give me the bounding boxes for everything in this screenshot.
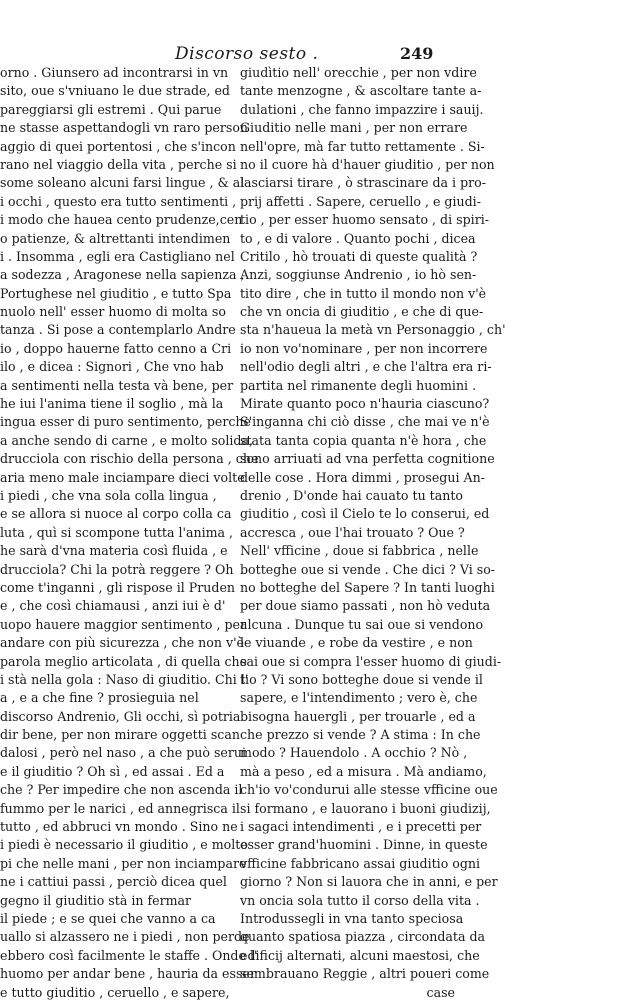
text-line: rano nel viaggio della vita , perche si — [0, 156, 237, 172]
text-line: accresca , oue l'hai trouato ? Oue ? — [240, 524, 465, 540]
text-line: partita nel rimanente degli huomini . — [240, 377, 477, 393]
text-line: bisogna hauergli , per trouarle , ed a — [240, 708, 476, 724]
text-line: giorno ? Non si lauora che in anni, e per — [240, 874, 498, 890]
text-line: pareggiarsi gli estremi . Qui parue — [0, 101, 222, 117]
text-line: dir bene, per non mirare oggetti scan — [0, 727, 240, 743]
text-line: edificij alternati, alcuni maestosi, che — [240, 947, 480, 963]
text-line: quanto spatiosa piazza , circondata da — [240, 929, 486, 945]
text-line: dulationi , che fanno impazzire i sauij. — [240, 101, 484, 117]
text-line: io , doppo hauerne fatto cenno a Cri — [0, 340, 232, 356]
text-line: vn oncia sola tutto il corso della vita . — [240, 892, 480, 908]
page-number: 249 — [400, 44, 434, 63]
text-line: aggio di quei portentosi , che s'incon — [0, 138, 236, 154]
text-line: ingua esser di puro sentimento, perche — [0, 414, 251, 430]
right-text-column — [240, 64, 506, 1002]
text-line: stata tanta copia quanta n'è hora , che — [240, 432, 487, 448]
text-line: nuolo nell' esser huomo di molta so — [0, 304, 226, 320]
text-line: sapere, e l'intendimento ; vero è, che — [240, 690, 478, 706]
text-line: sito, oue s'vniuano le due strade, ed — [0, 83, 230, 99]
text-line: case — [426, 984, 455, 1000]
text-line: aria meno male inciampare dieci volte — [0, 469, 245, 485]
text-line: il piede ; e se quei che vanno a ca — [0, 910, 216, 926]
text-line: prij affetti . Sapere, ceruello , e giudi- — [240, 193, 481, 209]
text-line: o patienze, & altrettanti intendimen — [0, 230, 231, 246]
text-line: pi che nelle mani , per non inciampare — [0, 855, 247, 871]
text-line: sembrauano Reggie , altri poueri come — [240, 966, 490, 982]
text-line: tito dire , che in tutto il mondo non v'è — [240, 285, 487, 301]
text-line: io non vo'nominare , per non incorrere — [240, 340, 488, 356]
text-line: i piedi è necessario il giuditio , e molto — [0, 837, 248, 853]
text-line: uallo si alzassero ne i piedi , non perde — [0, 929, 250, 945]
text-line: che ? Per impedire che non ascenda il — [0, 782, 243, 798]
text-line: ch'io vo'condurui alle stesse vfficine oue — [240, 782, 498, 798]
text-line: che vn oncia di giuditio , e che di que- — [240, 304, 484, 320]
text-line: giudìtio nell' orecchie , per non vdire — [240, 65, 477, 80]
text-line: to , e di valore . Quanto pochi , dicea — [240, 230, 476, 246]
text-line: Nell' vfficine , doue si fabbrica , nelle — [240, 543, 479, 559]
text-line: Introdussegli in vna tanto speciosa — [240, 910, 464, 926]
text-line: Mirate quanto poco n'hauria ciascuno? — [240, 396, 490, 412]
text-line: che prezzo si vende ? A stima : In che — [240, 727, 481, 743]
text-line: no il cuore hà d'hauer giuditio , per non — [240, 156, 495, 172]
text-line: vfficine fabbricano assai giuditio ogni — [240, 855, 481, 871]
text-line: esser grand'huomini . Dinne, in queste — [240, 837, 488, 853]
text-line: e tutto giuditio , ceruello , e sapere, — [0, 984, 230, 1000]
text-line: e , che così chiamausi , anzi iui è d' — [0, 598, 226, 614]
text-line: i sagaci intendimenti , e i precetti per — [240, 819, 482, 835]
text-line: sai oue si compra l'esser huomo di giudi- — [240, 653, 502, 669]
text-line: S'inganna chi ciò disse , che mai ve n'è — [240, 414, 490, 430]
text-line: a sodezza , Aragonese nella sapienza , — [0, 267, 245, 283]
text-line: i occhi , questo era tutto sentimenti , — [0, 193, 237, 209]
text-line: dalosi , però nel naso , a che può serui — [0, 745, 247, 761]
text-line: i piedi , che vna sola colla lingua , — [0, 487, 217, 503]
text-line: i modo che hauea cento prudenze,cen — [0, 212, 243, 228]
text-line: fummo per le narici , ed annegrisca il — [0, 800, 240, 816]
text-line: mà a peso , ed a misura . Mà andiamo, — [240, 763, 487, 779]
text-line: Portughese nel giuditio , e tutto Spa — [0, 285, 232, 301]
text-line: tante menzogne , & ascoltare tante a- — [240, 83, 482, 99]
text-line: Anzi, soggiunse Andrenio , io hò sen- — [240, 267, 477, 283]
text-line: nell'opre, mà far tutto rettamente . Si- — [240, 138, 485, 154]
text-line: some soleano alcuni farsi lingue , & al — [0, 175, 245, 191]
text-line: andare con più sicurezza , che non v'è — [0, 635, 244, 651]
text-line: a anche sendo di carne , e molto solida, — [0, 432, 254, 448]
text-line: tio , per esser huomo sensato , di spiri- — [240, 212, 490, 228]
text-line: tio ? Vi sono botteghe doue si vende il — [240, 671, 483, 687]
left-text-column — [0, 64, 259, 1002]
text-line: huomo per andar bene , hauria da esser — [0, 966, 256, 982]
text-line: Critilo , hò trouati di queste qualità ? — [240, 248, 478, 264]
text-line: le viuande , e robe da vestire , e non — [240, 635, 473, 651]
text-line: drucciola? Chi la potrà reggere ? Oh — [0, 561, 234, 577]
text-line: ebbero così facilmente le staffe . Onde l' — [0, 947, 258, 963]
text-line: sta n'haueua la metà vn Personaggio , ch' — [240, 322, 506, 338]
text-line: gegno il giuditio stà in fermar — [0, 892, 192, 908]
text-line: si formano , e lauorano i buoni giudizij, — [240, 800, 491, 816]
text-line: he iui l'anima tiene il soglio , mà la — [0, 396, 224, 412]
text-line: orno . Giunsero ad incontrarsi in vn — [0, 65, 229, 80]
text-line: a , e a che fine ? prosieguia nel — [0, 690, 199, 706]
text-line: drenio , D'onde hai cauato tu tanto — [240, 487, 464, 503]
text-line: a sentimenti nella testa và bene, per — [0, 377, 234, 393]
text-line: come t'inganni , gli rispose il Pruden — [0, 579, 236, 595]
text-line: giuditio , così il Cielo te lo conserui, ed — [240, 506, 490, 522]
text-line: Giuditio nelle mani , per non errare — [240, 120, 468, 136]
text-line: luta , quì si scompone tutta l'anima , — [0, 524, 234, 540]
text-line: drucciola con rischio della persona , che — [0, 451, 259, 467]
text-line: ne i cattiui passi , perciò dicea quel — [0, 874, 227, 890]
text-line: delle cose . Hora dimmi , prosegui An- — [240, 469, 485, 485]
text-line: i stà nella gola : Naso di giuditio. Chi l' — [0, 671, 249, 687]
text-line: e se allora si nuoce al corpo colla ca — [0, 506, 232, 522]
text-line: discorso Andrenio, Gli occhi, sì potria — [0, 708, 241, 724]
text-line: parola meglio articolata , di quella che — [0, 653, 248, 669]
text-line: ne stasse aspettandogli vn raro person — [0, 120, 249, 136]
text-line: lasciarsi tirare , ò strascinare da i pro- — [240, 175, 487, 191]
text-line: modo ? Hauendolo . A occhio ? Nò , — [240, 745, 468, 761]
text-line: i . Insomma , egli era Castigliano nel — [0, 248, 235, 264]
text-line: ilo , e dicea : Signori , Che vno hab — [0, 359, 224, 375]
text-line: per doue siamo passati , non hò veduta — [240, 598, 491, 614]
text-line: alcuna . Dunque tu sai oue si vendono — [240, 616, 484, 632]
text-line: botteghe oue si vende . Che dici ? Vi so- — [240, 561, 496, 577]
text-line: no botteghe del Sapere ? In tanti luoghi — [240, 579, 495, 595]
text-line: sono arriuati ad vna perfetta cognitione — [240, 451, 495, 467]
text-line: uopo hauere maggior sentimento , per — [0, 616, 247, 632]
text-line: tanza . Si pose a contemplarlo Andre — [0, 322, 236, 338]
text-line: he sarà d'vna materia così fluida , e — [0, 543, 228, 559]
text-line: tutto , ed abbruci vn mondo . Sino ne — [0, 819, 238, 835]
running-title: Discorso sesto . — [175, 44, 319, 64]
text-line: nell'odio degli altri , e che l'altra era ri- — [240, 359, 492, 375]
text-line: e il giuditio ? Oh sì , ed assai . Ed a — [0, 763, 225, 779]
